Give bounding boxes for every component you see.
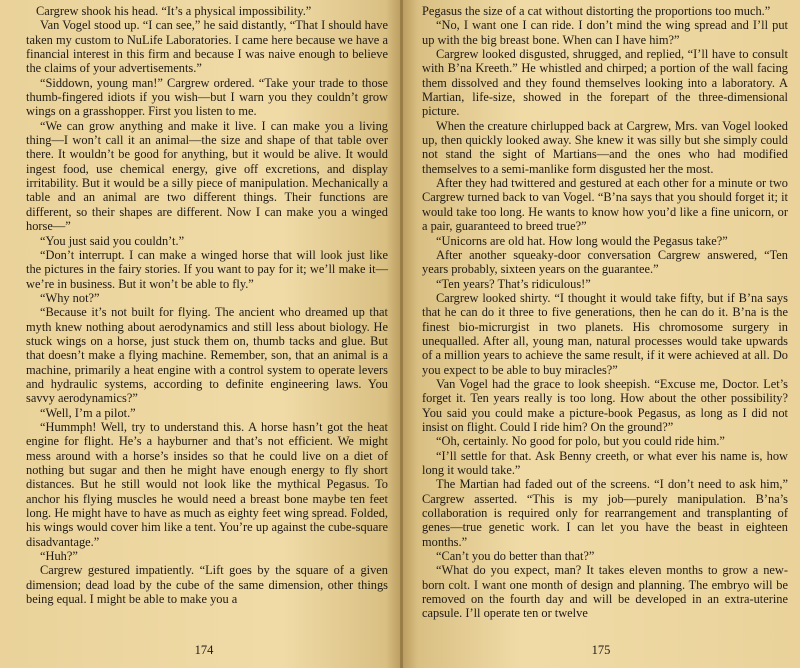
paragraph: “Oh, certainly. No good for polo, but you could ride him.” [436,434,725,449]
paragraph: The Martian had faded out of the screens. “I don’t need to ask him,” Cargrew asserted. “This is my job—purely manipulation. B’na’s collaboration is required only for rearrangement and transplanting of genes—true genetic work. I can let you have the beast in eighteen months.” [422,477,788,549]
paragraph: Van Vogel stood up. “I can see,” he said distantly, “That I should have taken my custom to NuLife Laboratories. I came here because we have a financial interest in this firm and because I was naive enough to believe the claims of your advertisements.” [26,18,388,76]
paragraph: Cargrew gestured impatiently. “Lift goes by the square of a given dimension; dead load by the cube of the same dimension, other things being equal. I might be able to make you a [26,563,388,607]
book-gutter [400,0,403,668]
paragraph: “Unicorns are old hat. How long would the Pegasus take?” [436,233,728,248]
paragraph: “Well, I’m a pilot.” [40,405,136,420]
paragraph: “I’ll settle for that. Ask Benny creeth, or what ever his name is, how long it would take.” [422,448,788,477]
paragraph: Cargrew looked shirty. “I thought it would take fifty, but if B’na says that he can do it three to five generations, then he can do it. B’na is the finest bio-micrurgist in two planets. His chromosome surgery in unequalled. After all, young man, natural processes would take upwards of a million years to achieve the same result, if it were achieved at all. Do you expect to be able to buy miracles?” [422,290,788,377]
paragraph: “Don’t interrupt. I can make a winged horse that will look just like the pictures in the fairy stories. If you want to pay for it; we’ll make it—we’re in business. But it won’t be able to fly.” [26,247,388,291]
paragraph: “Huh?” [40,549,78,564]
left-page-text [26,4,388,606]
paragraph: Cargrew looked disgusted, shrugged, and replied, “I’ll have to consult with B’na Kreeth.” He whistled and chirped; a portion of the wall facing them dissolved and they found themselves looking into a laboratory. A Martian, life-size, showed in the forepart of the three-dimensional picture. [422,47,788,119]
paragraph: “Siddown, young man!” Cargrew ordered. “Take your trade to those thumb-fingered idiots if you wish—but I warn you they couldn’t grow wings on a grasshopper. First you listen to me. [26,75,388,119]
paragraph: After they had twittered and gestured at each other for a minute or two Cargrew turned back to van Vogel. “B’na says that you should forget it; it would take too long. He wants to know how you’d like a fine unicorn, or a pair, guaranteed to breed true?” [422,176,788,234]
paragraph: “Hummph! Well, try to understand this. A horse hasn’t got the heat engine for flight. He’s a hayburner and that’s not efficient. We might mess around with a horse’s insides so that he could live on a diet of nothing but sugar and then he might have enough energy to fly short distances. But he still would not look like the mythical Pegasus. To anchor his flying muscles he would need a breast bone maybe ten feet long. He might have to have as much as eighty feet wing spread. Folded, his wings would cover him like a tent. You’re up against the cube-square disadvantage.” [26,419,388,549]
right-page-text [422,4,788,621]
paragraph: Van Vogel had the grace to look sheepish. “Excuse me, Doctor. Let’s forget it. Ten years really is too long. How about the other possibility? You said you could make a picture-book Pegasus, as long as I did not insist on flight. Could I ride him? On the ground?” [422,376,788,434]
paragraph: “No, I want one I can ride. I don’t mind the wing spread and I’ll put up with the big breast bone. When can I have him?” [422,18,788,47]
paragraph: “What do you expect, man? It takes eleven months to grow a new-born colt. I want one month of design and planning. The embryo will be removed on the fourth day and will be developed in an extra-uterine capsule. I’ll operate ten or twelve [422,563,788,621]
page-number: 175 [591,643,611,657]
paragraph: Cargrew shook his head. “It’s a physical impossibility.” [36,4,312,18]
paragraph: After another squeaky-door conversation Cargrew answered, “Ten years probably, sixteen years on the guarantee.” [422,247,788,277]
paragraph: “Why not?” [40,290,100,305]
paragraph: When the creature chirlupped back at Cargrew, Mrs. van Vogel looked up, then quickly looked away. She knew it was silly but she simply could not stand the sight of Martians—and the ones who had modified themselves to a semi-manlike form disgusted her the most. [422,118,788,176]
right-page [402,0,800,668]
paragraph: “We can grow anything and make it live. I can make you a living thing—I won’t call it an animal—the size and shape of that table over there. It wouldn’t be good for anything, but it would be alive. It would ingest food, use chemical energy, give off excretions, and display irritability. But it would be a silly piece of manipulation. Mechanically a table and an animal are two different things. Their functions are different, so their shapes are different. Now I can make you a winged horse—” [26,118,388,234]
paragraph: “Ten years? That’s ridiculous!” [436,276,591,291]
paragraph: Pegasus the size of a cat without distorting the proportions too much.” [422,4,771,18]
page-number: 174 [194,643,214,657]
paragraph: “Can’t you do better than that?” [436,549,595,564]
paragraph: “You just said you couldn’t.” [40,233,185,248]
paragraph: “Because it’s not built for flying. The ancient who dreamed up that myth knew nothing about aerodynamics and still less about biology. He stuck wings on a horse, just stuck them on, thumb tacks and glue. But that doesn’t make a flying machine. Remember, son, that an animal is a machine, primarily a heat engine with a control system to operate levers and hydraulic systems, according to definite engineering laws. You savvy aerodynamics?” [26,305,388,406]
